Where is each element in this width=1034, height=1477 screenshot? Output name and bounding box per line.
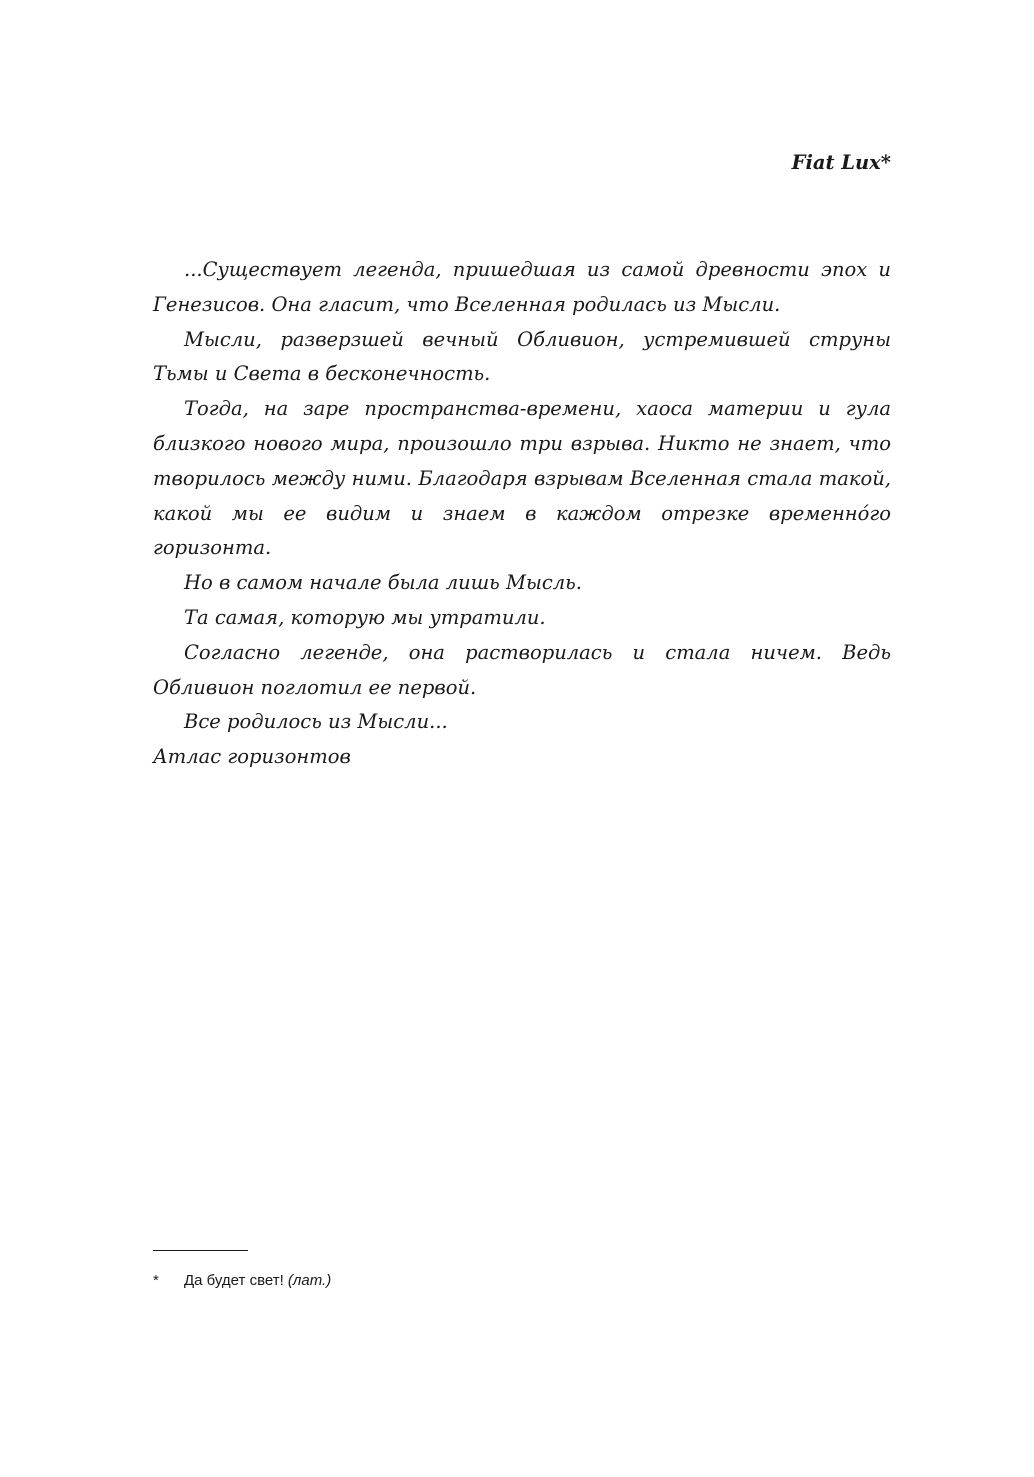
footnote-divider [153,1250,248,1251]
paragraph: ...Существует легенда, пришедшая из самой древности эпох и Генезисов. Она гласит, что Вселенная родилась из Мысли. [153,258,891,316]
paragraph: Все родилось из Мысли... [184,710,448,734]
footnote [153,1270,331,1292]
paragraph: Та самая, которую мы утратили. [184,605,546,629]
paragraph: Тогда, на заре пространства-времени, хаоса материи и гула близкого нового мира, произошло три взрыва. Никто не знает, что творилось между ними. Благодаря взрывам Вселенная стала такой, какой мы ее видим и знаем в каждом отрезке временно́го горизонта. [153,397,891,560]
paragraph: Мысли, разверзшей вечный Обливион, устремившей струны Тьмы и Света в бесконечность. [153,327,891,386]
footnote-text: Да будет свет! [184,1272,284,1289]
footnote-marker: * [153,1272,159,1289]
paragraph: Но в самом начале была лишь Мысль. [184,571,582,595]
epigraph-source: Атлас горизонтов [153,745,351,769]
paragraph: Согласно легенде, она растворилась и стала ничем. Ведь Обливион поглотил ее первой. [153,640,891,699]
epigraph-title: Fiat Lux* [791,151,891,174]
epigraph-text [153,253,891,775]
footnote-language: (лат.) [287,1272,332,1289]
